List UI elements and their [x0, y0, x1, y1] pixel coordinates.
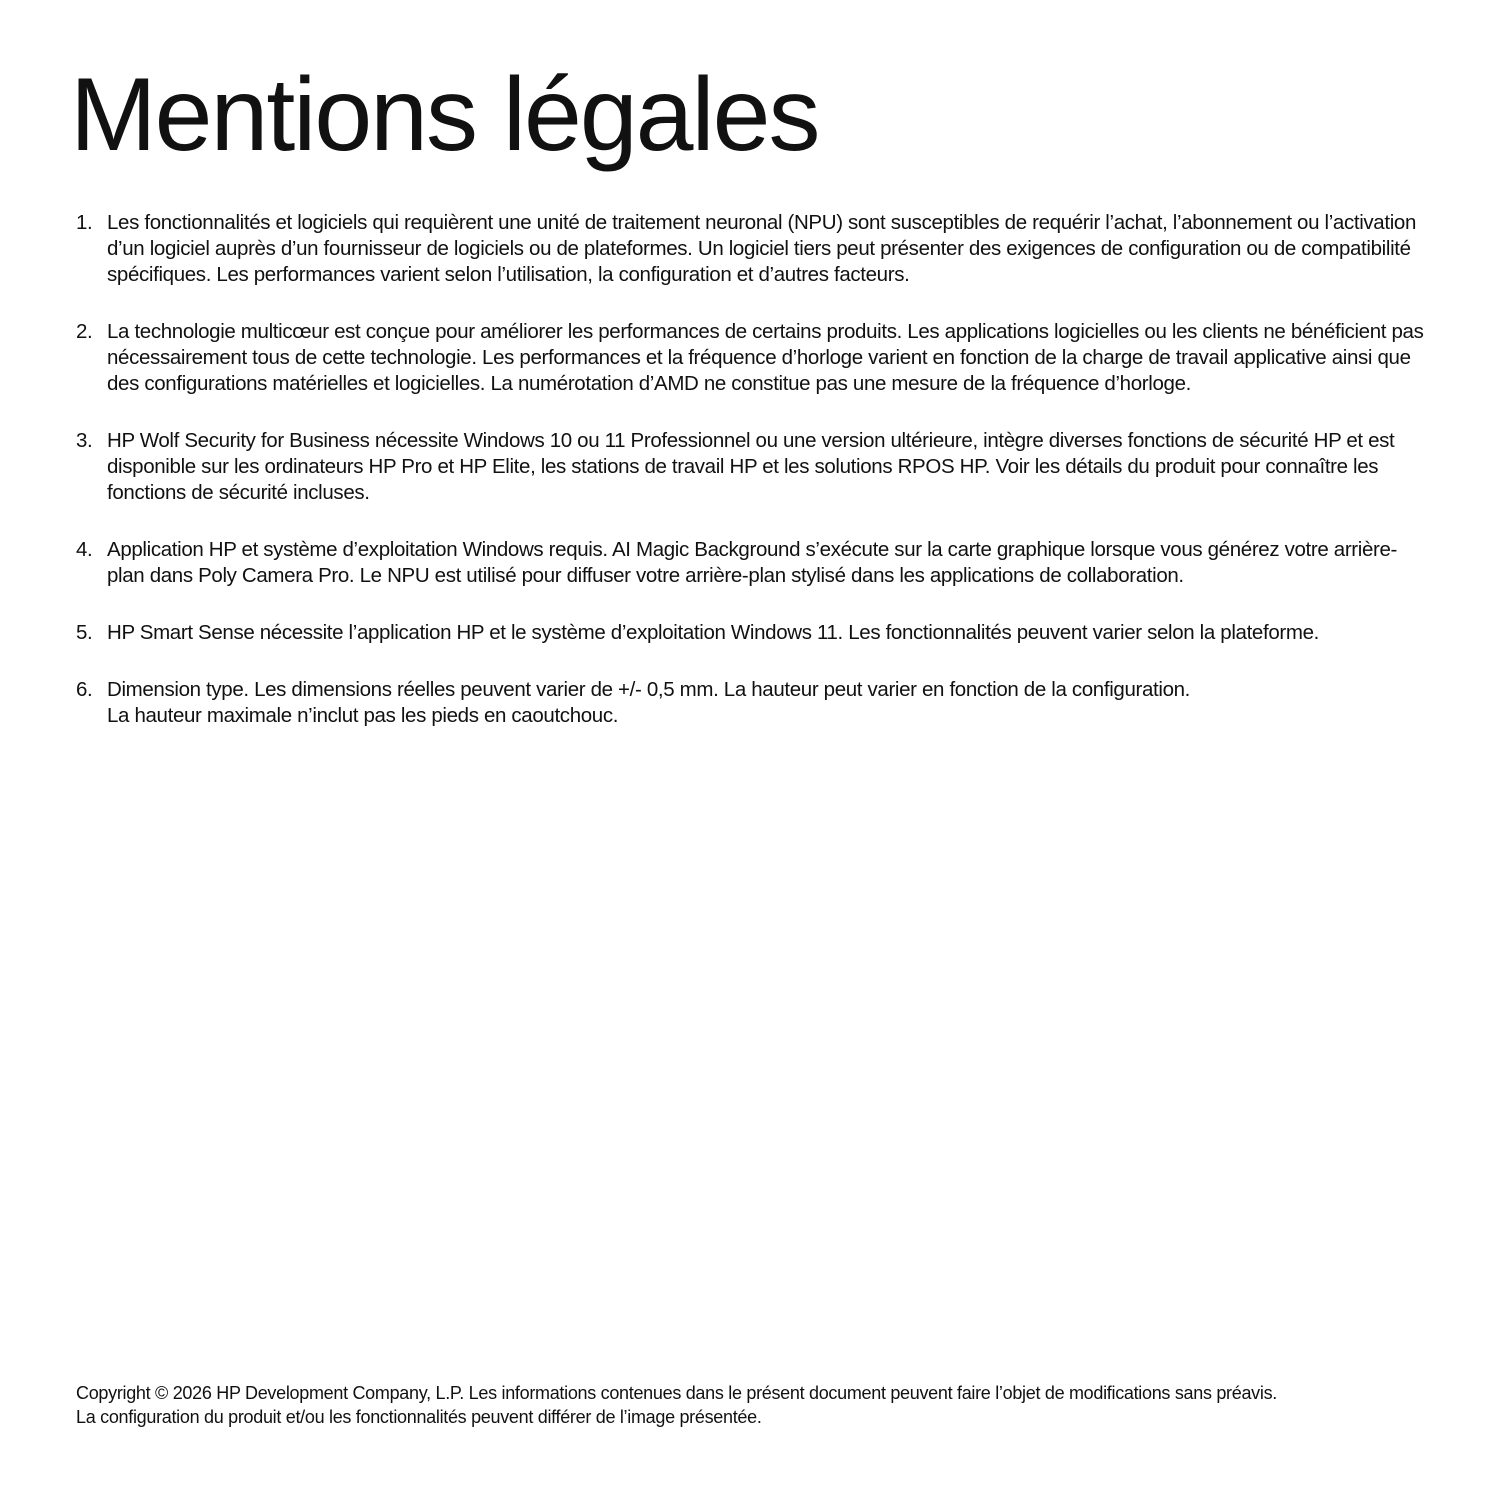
note-text: HP Smart Sense nécessite l’application HP et le système d’exploitation Windows 11. Les fonctionnalités peuvent varier selon la plateforme. — [107, 621, 1319, 644]
note-text-line: La hauteur maximale n’inclut pas les pieds en caoutchouc. — [107, 704, 619, 727]
legal-note — [76, 537, 1426, 589]
note-number: 5. — [76, 621, 93, 644]
legal-note — [76, 677, 1426, 729]
note-number: 6. — [76, 678, 93, 701]
legal-note — [76, 428, 1426, 506]
note-text-line: Dimension type. Les dimensions réelles peuvent varier de +/- 0,5 mm. La hauteur peut varier en fonction de la configuration. — [107, 678, 1191, 701]
note-number: 4. — [76, 538, 93, 561]
page-title: Mentions légales — [70, 57, 819, 173]
note-text: Application HP et système d’exploitation Windows requis. AI Magic Background s’exécute sur la carte graphique lorsque vous générez votre arrière-plan dans Poly Camera Pro. Le NPU est utilisé pour diffuser votre arrière-plan stylisé dans les applications de collaboration. — [107, 538, 1398, 587]
copyright-footer — [76, 1381, 1436, 1429]
legal-note — [76, 620, 1426, 646]
note-text: La technologie multicœur est conçue pour améliorer les performances de certains produits. Les applications logicielles ou les clients ne bénéficient pas nécessairement tous de cette technologie. Les performances et la fréquence d’horloge varient en fonction de la charge de travail applicative ainsi que des configurations matérielles et logicielles. La numérotation d’AMD ne constitue pas une mesure de la fréquence d’horloge. — [107, 320, 1424, 395]
legal-note — [76, 319, 1426, 397]
note-number: 3. — [76, 429, 93, 452]
note-text: Les fonctionnalités et logiciels qui requièrent une unité de traitement neuronal (NPU) sont susceptibles de requérir l’achat, l’abonnement ou l’activation d’un logiciel auprès d’un fournisseur de logiciels ou de plateformes. Un logiciel tiers peut présenter des exigences de configuration ou de compatibilité spécifiques. Les performances varient selon l’utilisation, la configuration et d’autres facteurs. — [107, 211, 1417, 286]
note-text: HP Wolf Security for Business nécessite Windows 10 ou 11 Professionnel ou une version ultérieure, intègre diverses fonctions de sécurité HP et est disponible sur les ordinateurs HP Pro et HP Elite, les stations de travail HP et les solutions RPOS HP. Voir les détails du produit pour connaître les fonctions de sécurité incluses. — [107, 429, 1395, 504]
note-number: 2. — [76, 320, 93, 343]
note-number: 1. — [76, 211, 93, 234]
legal-note — [76, 210, 1426, 288]
legal-notes-list — [76, 210, 1426, 760]
copyright-line: Copyright © 2026 HP Development Company, L.P. Les informations contenues dans le présent document peuvent faire l’objet de modifications sans préavis. — [76, 1383, 1277, 1403]
disclaimer-line: La configuration du produit et/ou les fonctionnalités peuvent différer de l’image présentée. — [76, 1407, 762, 1427]
note-text — [107, 677, 1426, 729]
